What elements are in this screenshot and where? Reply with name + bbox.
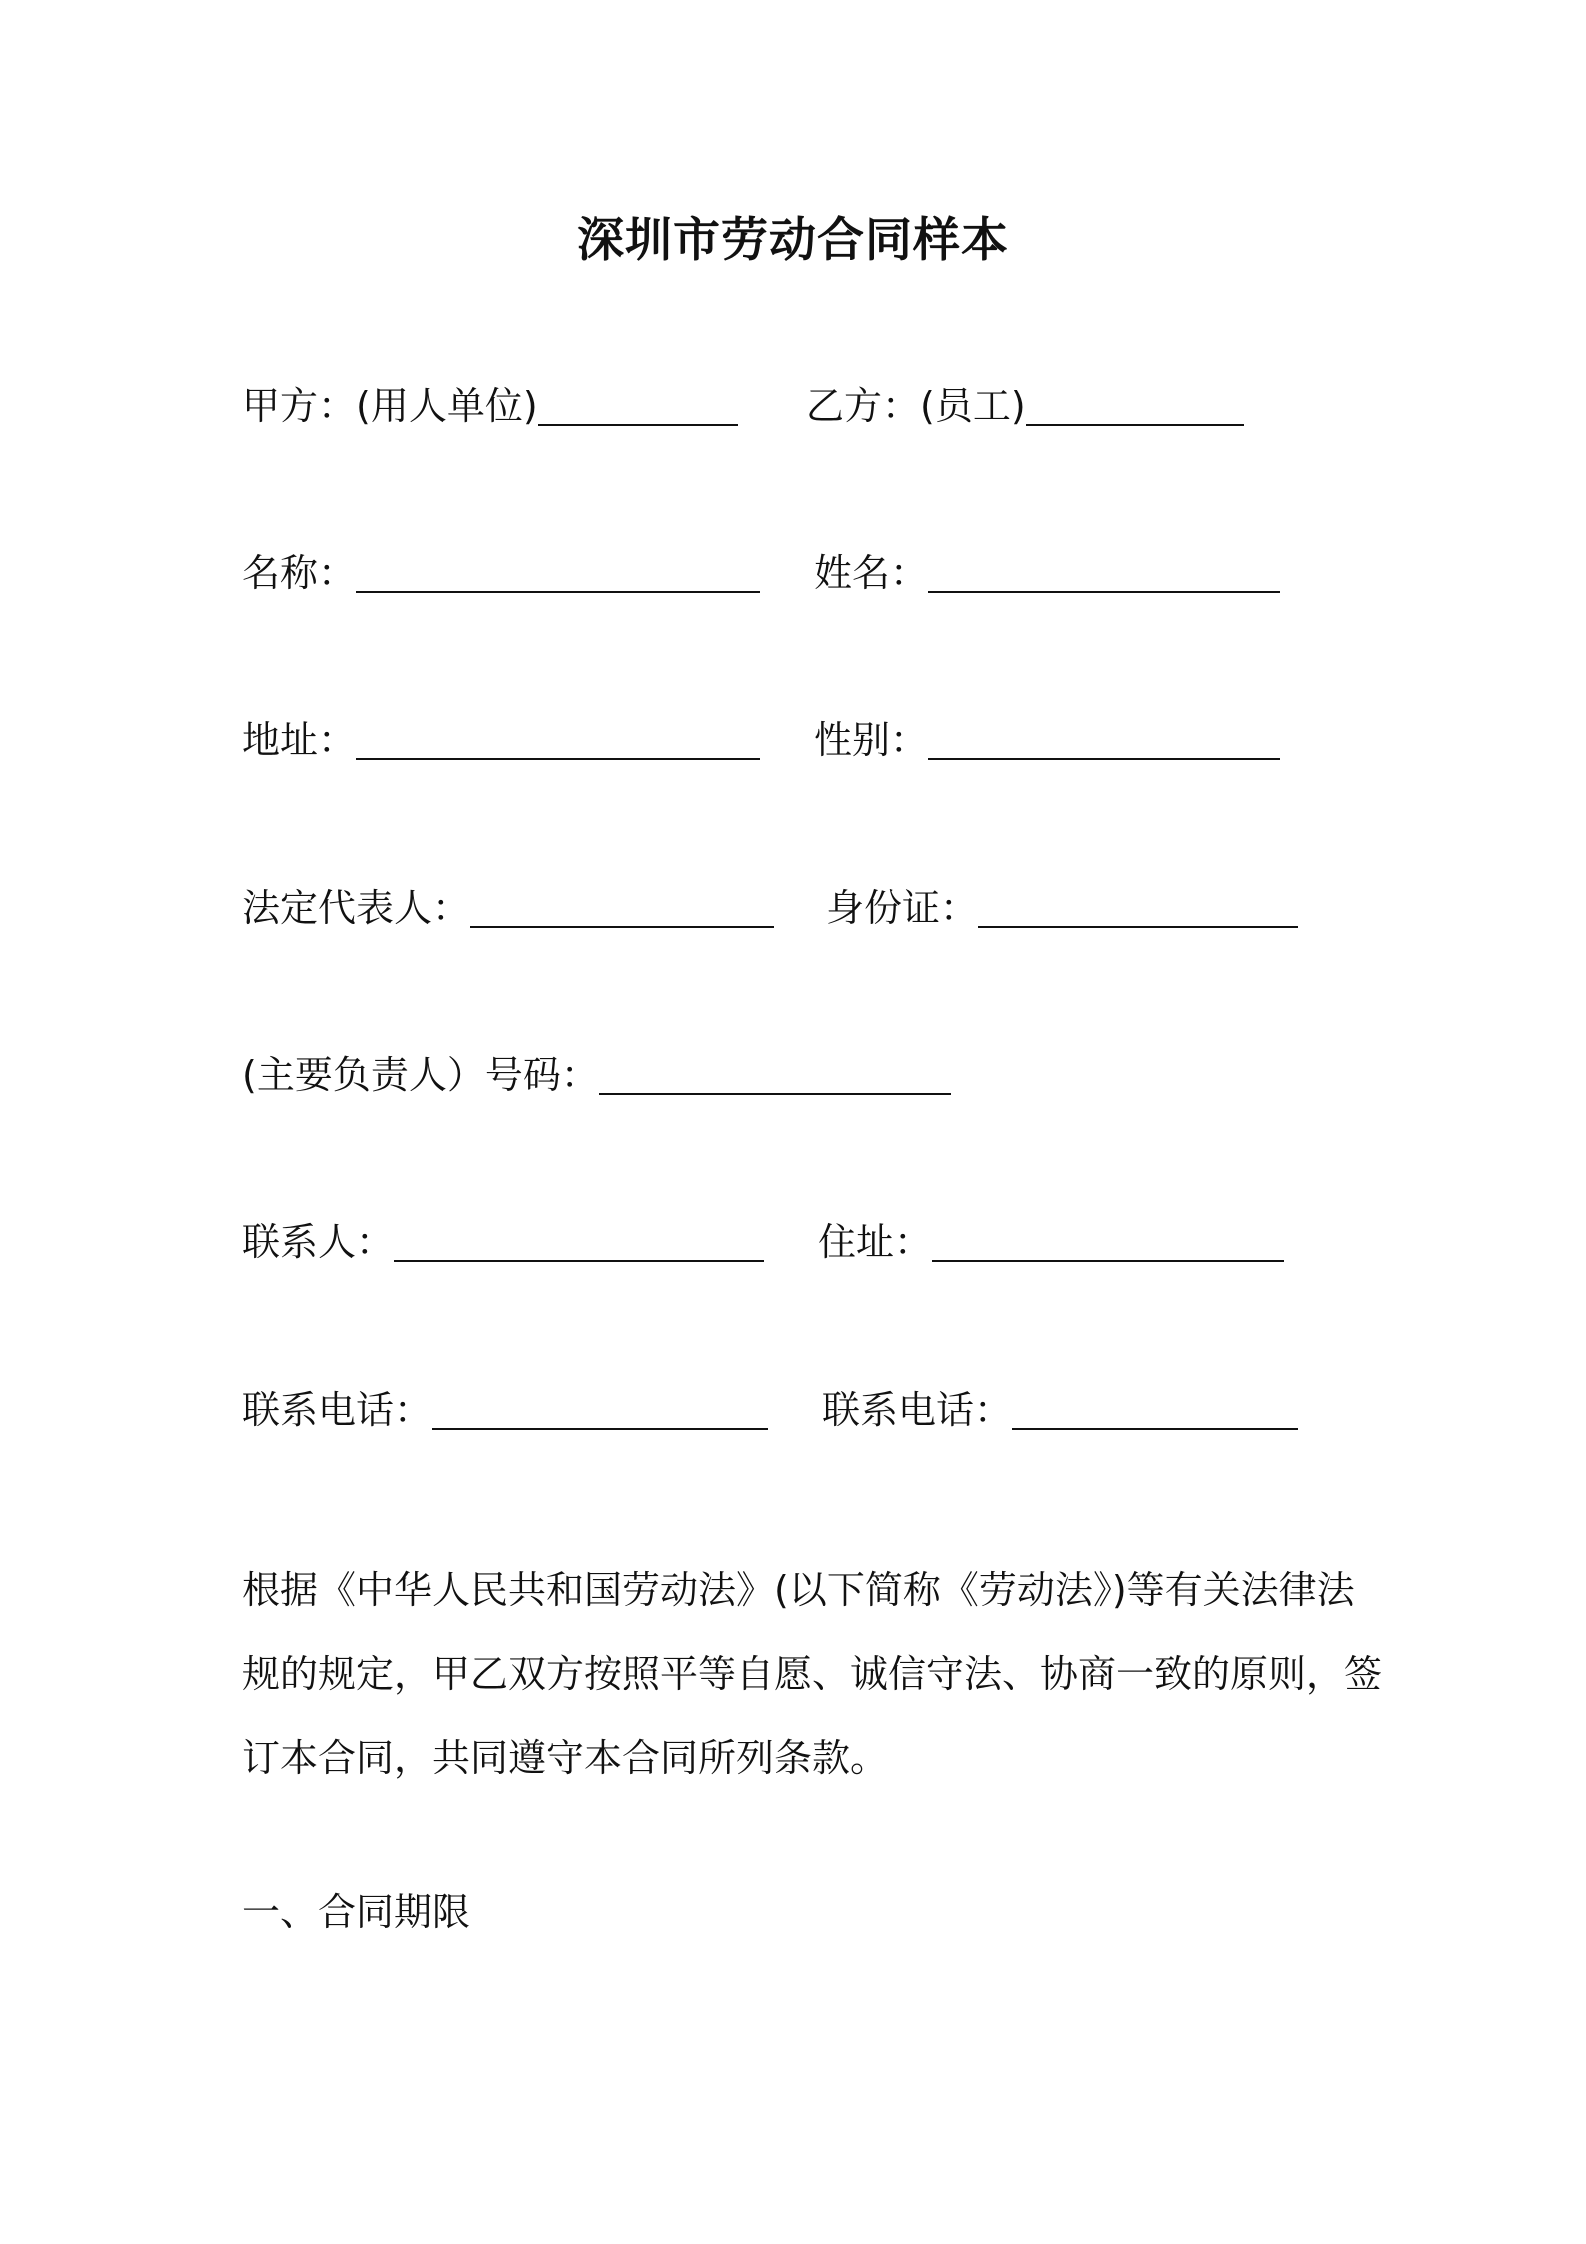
residence-field [818, 1214, 1284, 1270]
company-address-field [242, 712, 760, 768]
contact-phone-b-label: 联系电话： [822, 1388, 1013, 1432]
gender-field [814, 712, 1280, 768]
company-address-label: 地址： [242, 718, 357, 762]
company-name-blank[interactable] [356, 591, 760, 593]
company-name-label: 名称： [242, 551, 357, 595]
document-title: 深圳市劳动合同样本 [577, 213, 1009, 268]
party-b-label: 乙方：(员工) [806, 384, 1026, 428]
party-a-label: 甲方：(用人单位) [242, 384, 538, 428]
preamble-paragraph [242, 1548, 1383, 1800]
party-a-blank[interactable] [538, 424, 738, 426]
contact-person-blank[interactable] [394, 1260, 764, 1262]
legal-representative-label: 法定代表人： [242, 886, 471, 930]
party-a-field [242, 378, 738, 434]
preamble-line: 订本合同，共同遵守本合同所列条款。 [242, 1736, 889, 1780]
legal-representative-blank[interactable] [470, 926, 774, 928]
principal-number-field [242, 1047, 951, 1103]
contact-person-field [242, 1214, 764, 1270]
contact-phone-a-label: 联系电话： [242, 1388, 433, 1432]
contact-person-label: 联系人： [242, 1220, 395, 1264]
residence-blank[interactable] [932, 1260, 1284, 1262]
gender-blank[interactable] [928, 758, 1280, 760]
party-b-field [806, 378, 1244, 434]
principal-number-label: (主要负责人）号码： [242, 1053, 599, 1097]
principal-number-blank[interactable] [599, 1093, 951, 1095]
preamble-line: 规的规定，甲乙双方按照平等自愿、诚信守法、协商一致的原则，签 [242, 1652, 1383, 1696]
employee-name-blank[interactable] [928, 591, 1280, 593]
section-heading-contract-term: 一、合同期限 [242, 1890, 471, 1934]
contact-phone-a-field [242, 1382, 768, 1438]
employee-name-label: 姓名： [814, 551, 929, 595]
contact-phone-b-blank[interactable] [1012, 1428, 1298, 1430]
company-name-field [242, 545, 760, 601]
id-card-field [826, 880, 1298, 936]
employee-name-field [814, 545, 1280, 601]
residence-label: 住址： [818, 1220, 933, 1264]
id-card-label: 身份证： [826, 886, 979, 930]
legal-representative-field [242, 880, 774, 936]
id-card-blank[interactable] [978, 926, 1298, 928]
preamble-line: 根据《中华人民共和国劳动法》(以下简称《劳动法》)等有关法律法 [242, 1568, 1355, 1612]
company-address-blank[interactable] [356, 758, 760, 760]
contact-phone-b-field [822, 1382, 1298, 1438]
contact-phone-a-blank[interactable] [432, 1428, 768, 1430]
gender-label: 性别： [814, 718, 929, 762]
party-b-blank[interactable] [1026, 424, 1244, 426]
